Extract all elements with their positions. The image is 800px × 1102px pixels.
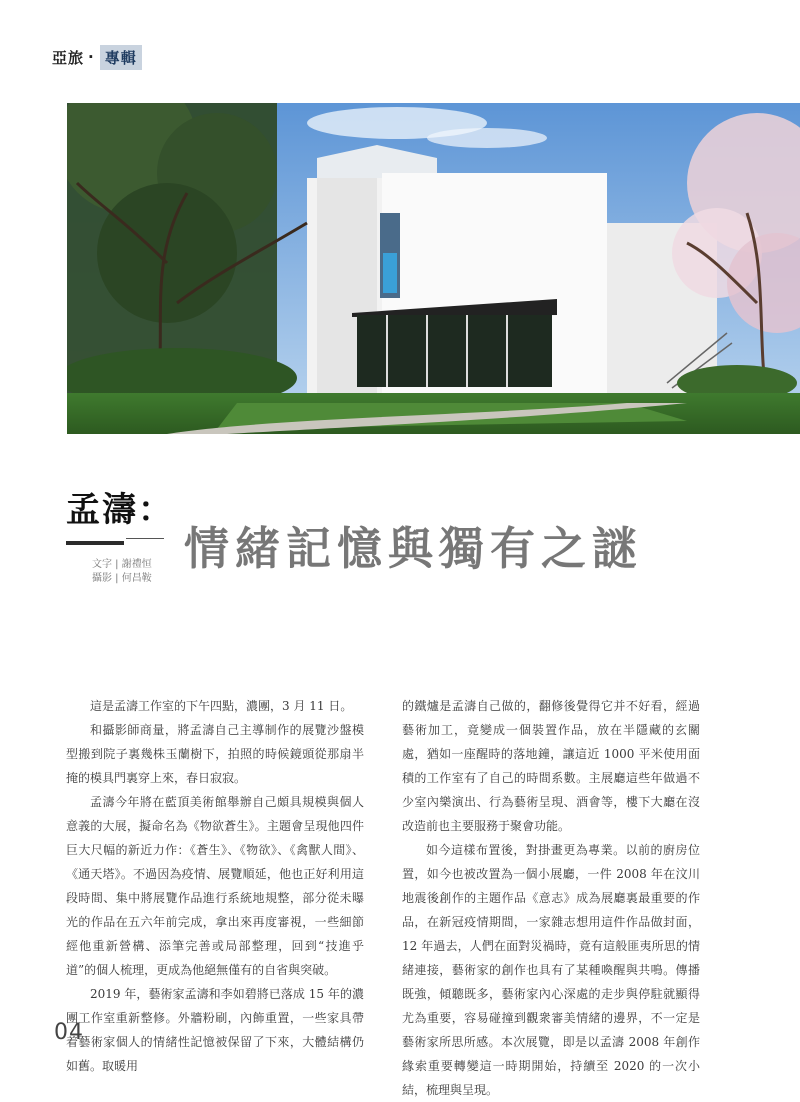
article-credits [92,558,152,586]
paragraph: 這是孟濤工作室的下午四點，濃團，3 月 11 日。 [90,699,353,713]
magazine-brand: 亞旅 [52,48,85,67]
rule-thin [126,538,164,539]
article-byline-block [66,490,174,549]
rule-thick [66,541,124,545]
section-tag: 專輯 [100,45,142,70]
article-title: 情緒記憶與獨有之謎 [184,522,644,575]
body-column-right [402,694,700,1102]
magazine-header [52,44,142,70]
paragraph: 2019 年，藝術家孟濤和李如碧將已落成 15 年的濃團工作室重新整修。外牆粉刷，內飾重置，一些家具帶着藝術家個人的情緒性記憶被保留了下來，大體結構仍如舊。取暖用 [66,987,364,1073]
credit-photographer: 攝影 | 何昌鞍 [92,573,152,584]
paragraph: 和攝影師商量，將孟濤自己主導制作的展覽沙盤模型搬到院子裏幾株玉蘭樹下，拍照的時候鏡頭從那扇半掩的模具門裏穿上來，春日寂寂。 [66,723,364,785]
title-rule [66,530,174,549]
paragraph: 的鐵爐是孟濤自己做的，翻修後覺得它并不好看，經過藝術加工，竟變成一個裝置作品，放在半隱藏的玄關處，猶如一座醒時的落地鐘，讓這近 1000 平米使用面積的工作室有了自己的時間系數。主展廳這些年做過不少室內樂演出、行為藝術呈現、酒會等，樓下大廳在沒改造前也主要服務于聚會功能。 [402,699,700,833]
paragraph: 孟濤今年將在藍頂美術館舉辦自己頗具規模與個人意義的大展，擬命名為《物欲蒼生》。主題會呈現他四件巨大尺幅的新近力作：《蒼生》、《物欲》、《禽獸人間》、《通天塔》。不過因為疫情、展覽順延，他也正好利用這段時間、集中將展覽作品進行系統地規整，部分從未曝光的作品在五六年前完成，拿出來再度審視，一些細節經他重新營構、添筆完善或局部整理，回到“技進乎道”的個人梳理，更成為他絕無僅有的自省與突破。 [66,795,364,977]
paragraph: 如今這樣布置後，對掛畫更為專業。以前的廚房位置，如今也被改置為一個小展廳，一件 2008 年在汶川地震後創作的主題作品《意志》成為展廳裏最重要的作品，在新冠疫情期間，一家雜志想用這件作品做封面，12 年過去，人們在面對災禍時，竟有這般匪夷所思的情緒連接，藝術家的創作也具有了某種喚醒與共鳴。傳播既強，傾聽既多，藝術家內心深處的走步與停駐就顯得尤為重要，容易碰撞到觀衆審美情緒的邊界，不一定是藝術家所思所感。本次展覽，即是以孟濤 2008 年創作緣索重要轉變這一時期開始，持續至 2020 的一次小結，梳理與呈現。 [402,843,700,1097]
studio-building-photo [67,103,800,434]
artist-name: 孟濤： [66,490,174,530]
page-number: 04 [54,1020,84,1045]
body-column-left [66,694,364,1078]
header-separator: · [88,48,94,66]
credit-writer: 文字 | 謝禮恒 [92,559,152,570]
